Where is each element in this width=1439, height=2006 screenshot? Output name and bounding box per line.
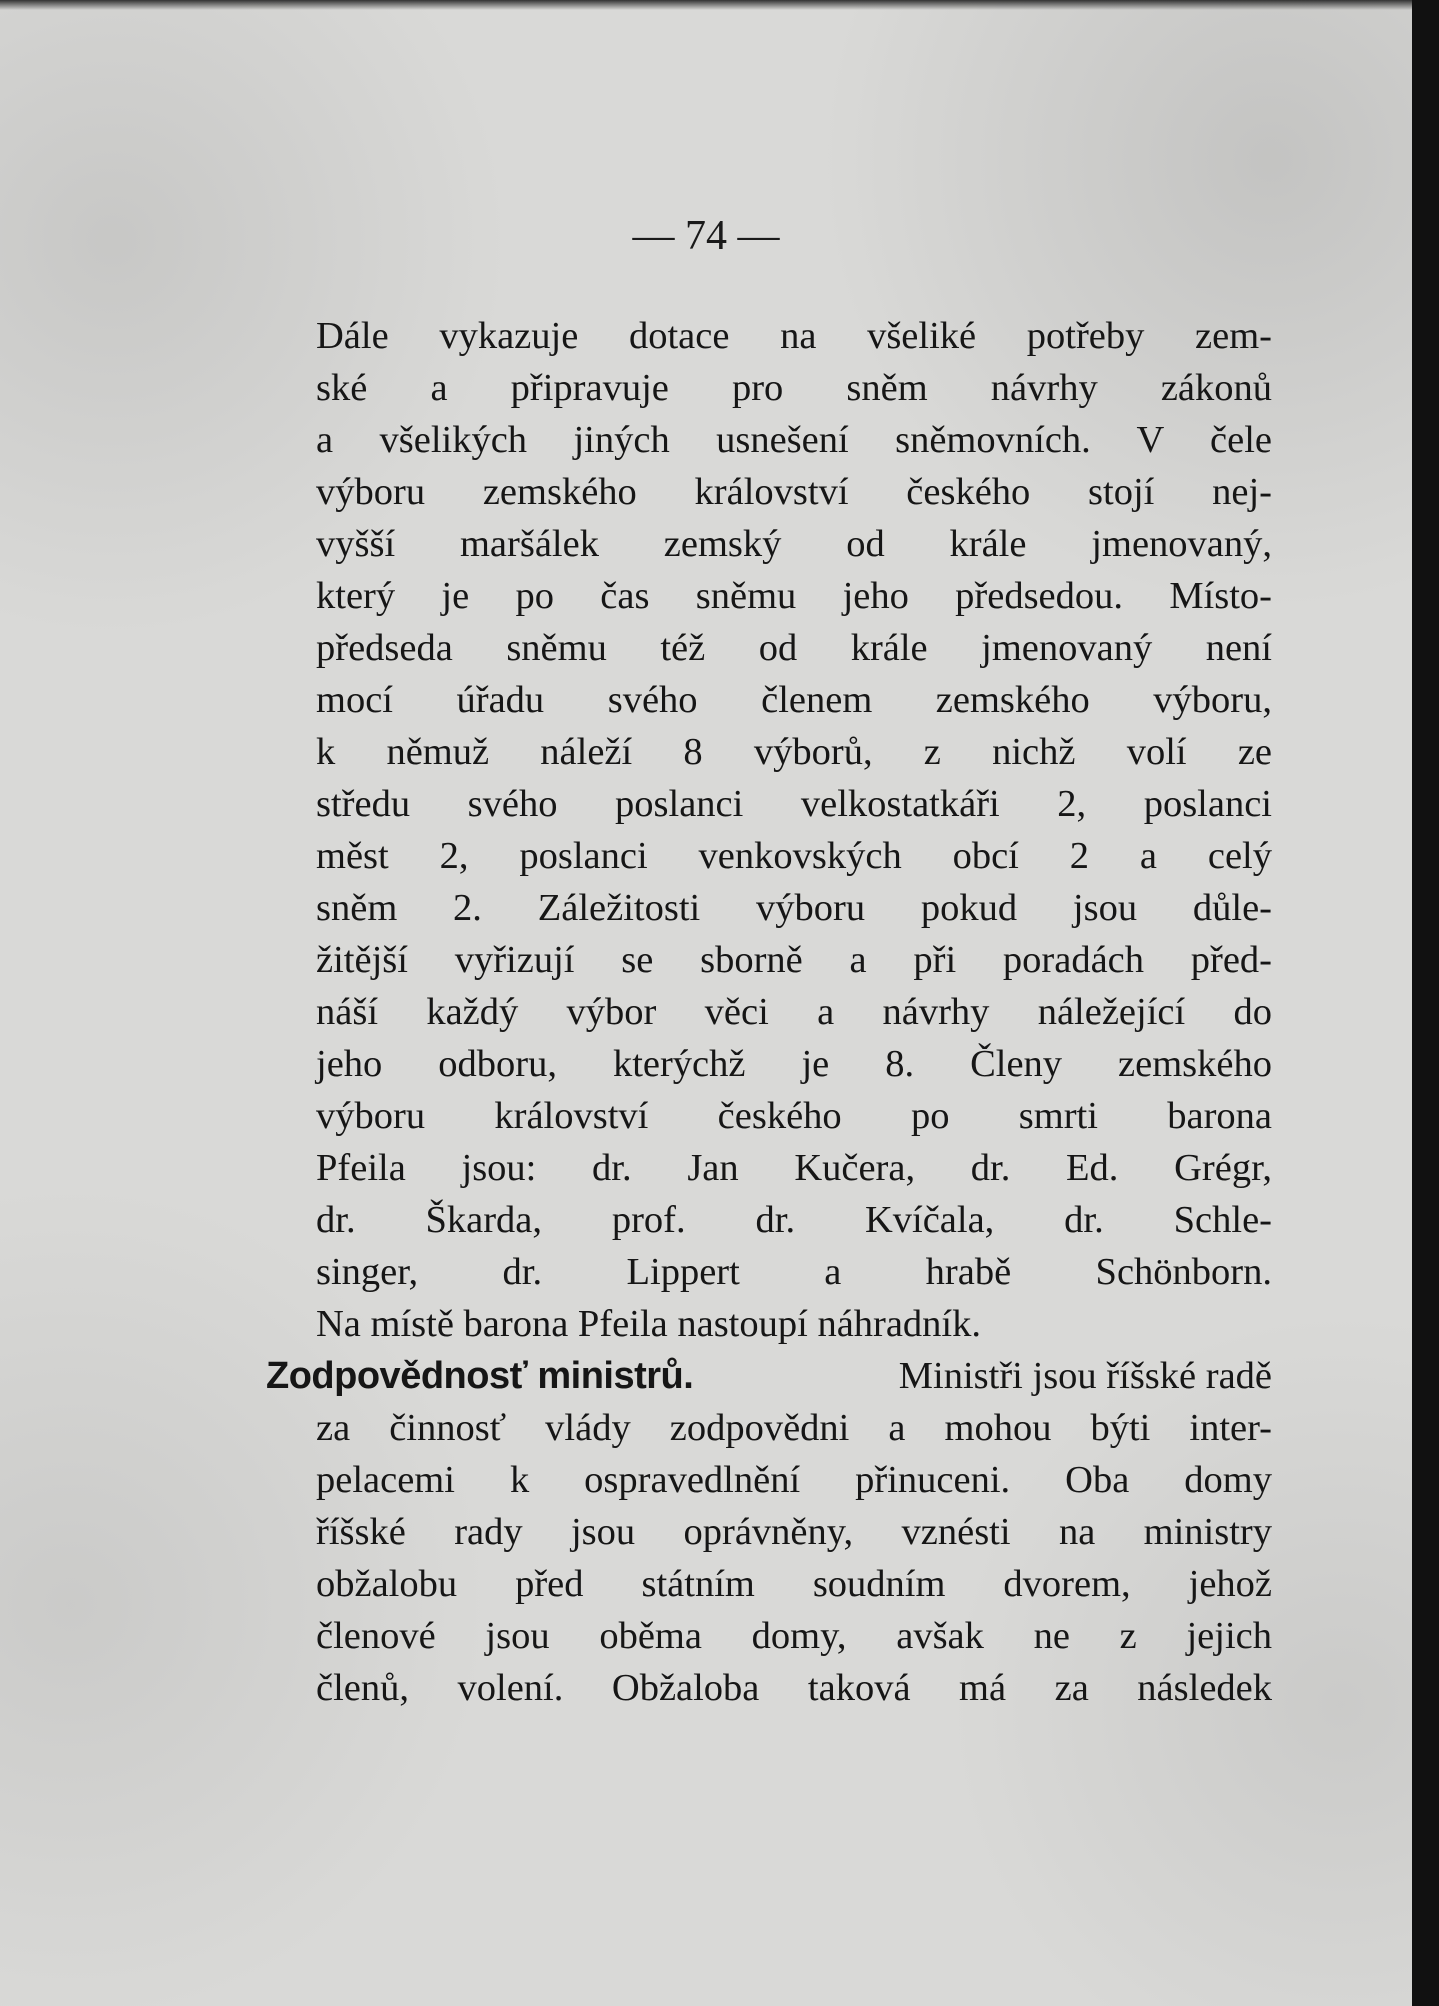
text-line: za činnosť vlády zodpovědni a mohou býti inter- [316, 1407, 1272, 1449]
text-line: který je po čas sněmu jeho předsedou. Místo- [316, 575, 1272, 617]
text-line: říšské rady jsou oprávněny, vznésti na ministry [316, 1511, 1272, 1553]
text-line: Na místě barona Pfeila nastoupí náhradník. [316, 1303, 982, 1345]
page-right-edge [1412, 0, 1439, 2006]
text-line: předseda sněmu též od krále jmenovaný není [316, 627, 1272, 669]
text-line: sněm 2. Záležitosti výboru pokud jsou důle- [316, 887, 1272, 929]
body-text [266, 310, 1272, 1714]
text-line: singer, dr. Lippert a hrabě Schönborn. [316, 1251, 1272, 1293]
text-line: mocí úřadu svého členem zemského výboru, [316, 679, 1272, 721]
text-line: Dále vykazuje dotace na všeliké potřeby zem- [316, 315, 1272, 357]
text-line: obžalobu před státním soudním dvorem, jehož [316, 1563, 1272, 1605]
text-line: členové jsou oběma domy, avšak ne z jejich [316, 1615, 1272, 1657]
text-line: výboru království českého po smrti barona [316, 1095, 1272, 1137]
text-line: pelacemi k ospravedlnění přinuceni. Oba domy [316, 1459, 1272, 1501]
page-number: — 74 — [632, 213, 780, 259]
side-heading: Zodpovědnosť ministrů. [266, 1355, 694, 1397]
heading-line [266, 1350, 1272, 1402]
text-line: výboru zemského království českého stojí nej- [316, 471, 1272, 513]
text-line: měst 2, poslanci venkovských obcí 2 a celý [316, 835, 1272, 877]
text-line: dr. Škarda, prof. dr. Kvíčala, dr. Schle- [316, 1199, 1272, 1241]
heading-line-text: Ministři jsou říšské radě [898, 1355, 1272, 1397]
text-line: jeho odboru, kterýchž je 8. Členy zemského [316, 1043, 1272, 1085]
text-line: žitější vyřizují se sborně a při poradách před- [316, 939, 1272, 981]
text-line: a všelikých jiných usnešení sněmovních. V čele [316, 419, 1272, 461]
text-line: Pfeila jsou: dr. Jan Kučera, dr. Ed. Grégr, [316, 1147, 1272, 1189]
text-line: vyšší maršálek zemský od krále jmenovaný, [316, 523, 1272, 565]
text-line: náší každý výbor věci a návrhy náležející do [316, 991, 1272, 1033]
text-line: středu svého poslanci velkostatkáři 2, poslanci [316, 783, 1272, 825]
text-line: k němuž náleží 8 výborů, z nichž volí ze [316, 731, 1272, 773]
text-line: členů, volení. Obžaloba taková má za následek [316, 1667, 1272, 1709]
page-top-edge [0, 0, 1412, 10]
text-line: ské a připravuje pro sněm návrhy zákonů [316, 367, 1272, 409]
